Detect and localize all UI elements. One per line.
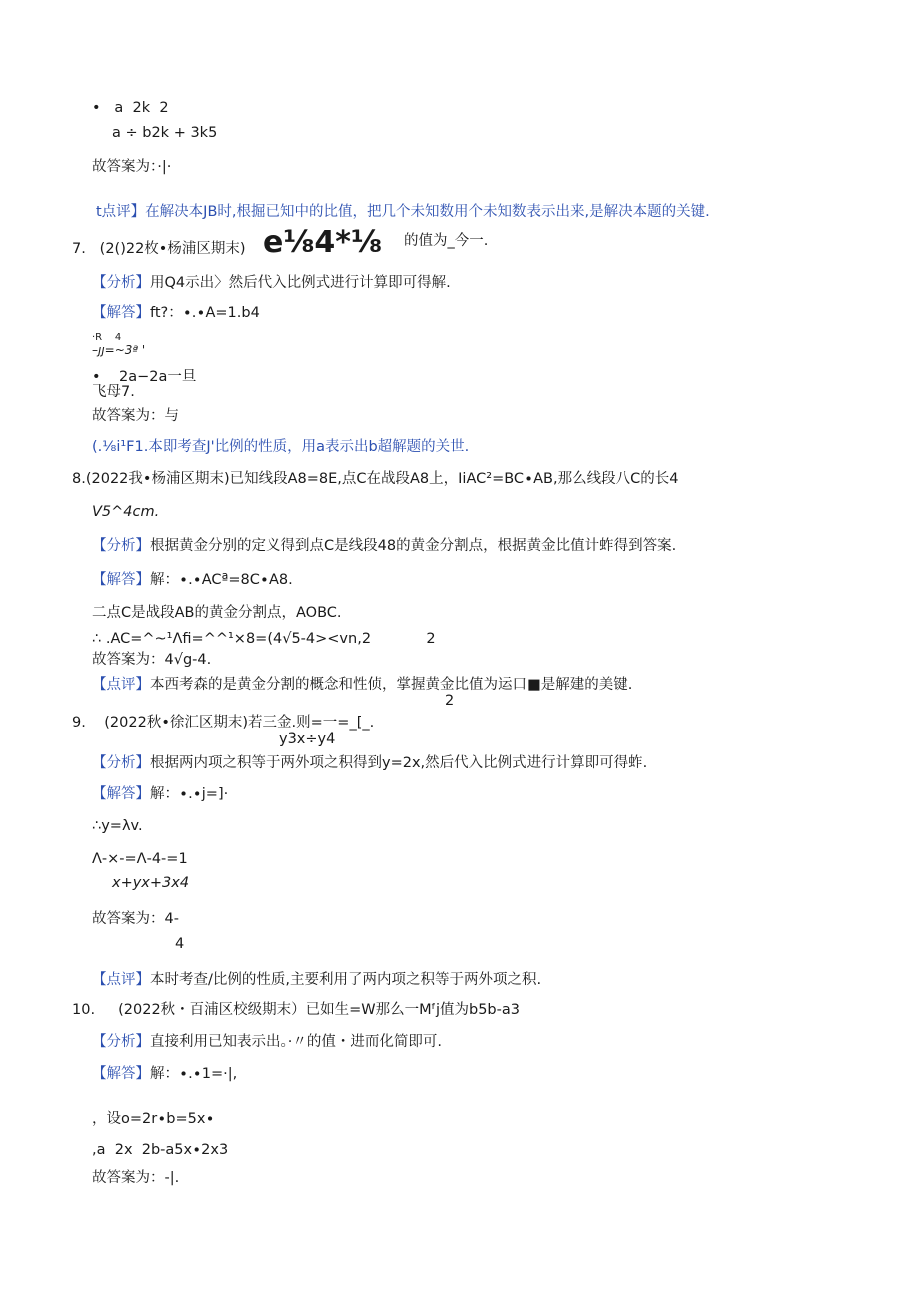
text-line: 4	[175, 936, 185, 952]
text-line: 飞母7.	[92, 384, 135, 400]
section-label: 【解答】	[92, 1066, 150, 1082]
question-9-text: 9. (2022秋•徐汇区期末)若三金.则=一=_[_.	[72, 715, 375, 731]
text-line: ,a 2x 2b-a5x∙2x3	[92, 1142, 229, 1158]
text-line: ，设o=2r∙b=5x∙	[92, 1111, 215, 1127]
answer-line: 故答案为：·|·	[92, 159, 172, 175]
analysis-line: 【分析】根据黄金分别的定义得到点C是线段48的黄金分割点，根据黄金比值计蚱得到答案.	[92, 538, 677, 554]
section-label: 【分析】	[92, 275, 150, 291]
text-line: x+yx+3x4	[112, 875, 190, 891]
section-label: 【点评】	[92, 972, 150, 988]
text-line: ∴y=λv.	[92, 818, 143, 834]
text-line: y3x÷y4	[279, 731, 336, 747]
text-line: V5^4cm.	[92, 504, 160, 520]
answer-line: 故答案为：4-	[92, 911, 179, 927]
answer-line: 故答案为：-|.	[92, 1170, 180, 1186]
section-label: 【分析】	[92, 538, 150, 554]
question-7-text: 的值为_今一.	[404, 233, 489, 249]
section-label: 【分析】	[92, 755, 150, 771]
question-7-number: 7. (2()22枚•杨浦区期末)	[72, 241, 246, 257]
solution-line: 【解答】ft?：∙.∙A=1.b4	[92, 305, 260, 321]
solution-line: 【解答】解：∙.∙j=]·	[92, 786, 229, 802]
section-label: 【分析】	[92, 1034, 150, 1050]
section-label: 【解答】	[92, 572, 150, 588]
text-line: ·R 4	[92, 332, 122, 343]
text-line: 2	[445, 693, 455, 709]
comment-line: 【点评】本西考森的是黄金分割的概念和性侦，掌握黄金比值为运口■是解建的美键.	[92, 677, 633, 693]
text-line: ∴ .AC=^~¹Λfi=^^¹×8=(4√5-4><vn,2 2	[92, 631, 436, 647]
text-line: 二点C是战段AB的黄金分割点，AOBC.	[92, 605, 342, 621]
text-line: Λ-×-=Λ-4-=1	[92, 851, 188, 867]
question-10-text: 10. (2022秋・百浦区校级期末）已如生=W那么一Mᶠj值为b5b-a3	[72, 1002, 520, 1018]
text-line: • 2a−2a一旦	[92, 369, 197, 385]
question-7-formula: e⅛4*⅛	[263, 225, 383, 260]
comment-line: 【点评】本时考查/比例的性质,主要利用了两内项之积等于两外项之积.	[92, 972, 542, 988]
solution-line: 【解答】解：∙.∙ACª=8C∙A8.	[92, 572, 293, 588]
section-label: 【解答】	[92, 786, 150, 802]
answer-line: 故答案为：4√g-4.	[92, 652, 212, 668]
text-line: a ÷ b2k + 3k5	[112, 125, 218, 141]
text-line: –ȷȷ=~3ª '	[92, 343, 146, 357]
comment-line: (.⅛i¹F1.本即考查J'比例的性质，用a表示出b超解题的关世.	[92, 439, 470, 455]
analysis-line: 【分析】直接利用已知表示出。·〃的值・进而化简即可.	[92, 1034, 442, 1050]
question-8-text: 8.(2022我•杨浦区期末)已知线段A8=8E,点C在战段A8上，IiAC²=BC∙AB,那么线段八C的长4	[72, 471, 679, 487]
comment-line: t点评】在解决本JB时,根掘已知中的比值，把几个未知数用个未知数表示出来,是解决本题的关键.	[96, 204, 710, 220]
answer-line: 故答案为：与	[92, 408, 179, 424]
text-line: • a 2k 2	[92, 100, 169, 116]
section-label: 【解答】	[92, 305, 150, 321]
analysis-line: 【分析】根据两内项之积等于两外项之积得到y=2x,然后代入比例式进行计算即可得蚱.	[92, 755, 648, 771]
solution-line: 【解答】解：∙.∙1=·|,	[92, 1066, 238, 1082]
section-label: 【点评】	[92, 677, 150, 693]
analysis-line: 【分析】用Q4示出〉然后代入比例式进行计算即可得解.	[92, 275, 451, 291]
